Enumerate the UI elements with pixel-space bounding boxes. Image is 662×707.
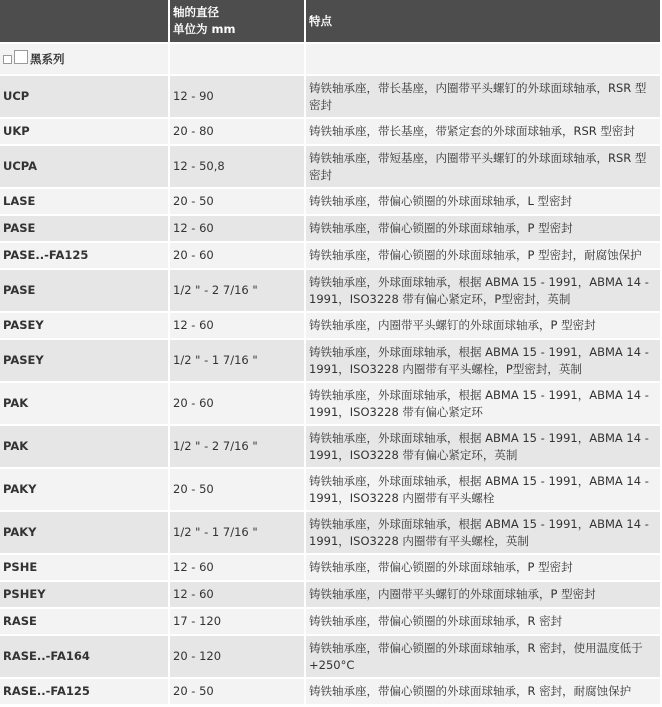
table-row	[0, 636, 662, 679]
type-cell: PSHEY	[0, 582, 170, 609]
feature-cell: 铸铁轴承座，外球面球轴承，根据 ABMA 15 - 1991，ABMA 14 - 1991，ISO3228 内圈带有平头螺栓，P型密封，英制	[306, 340, 662, 383]
type-cell: PAKY	[0, 469, 170, 512]
shaft-diameter-cell: 20 - 50	[170, 469, 306, 512]
group-label: 黑系列	[30, 51, 65, 66]
type-cell: UKP	[0, 119, 170, 146]
shaft-diameter-cell: 1/2 " - 1 7/16 "	[170, 340, 306, 383]
type-cell: UCP	[0, 76, 170, 119]
feature-cell: 铸铁轴承座，带长基座，内圈带平头螺钉的外球面球轴承，RSR 型密封	[306, 76, 662, 119]
type-cell: RASE	[0, 609, 170, 636]
shaft-diameter-cell: 20 - 50	[170, 189, 306, 216]
group-empty-cell	[170, 44, 306, 76]
feature-cell: 铸铁轴承座，内圈带平头螺钉的外球面球轴承，P 型密封	[306, 582, 662, 609]
type-cell: PASE	[0, 216, 170, 243]
table-row	[0, 609, 662, 636]
feature-cell: 铸铁轴承座，外球面球轴承，根据 ABMA 15 - 1991，ABMA 14 - 1991，ISO3228 带有偏心紧定环	[306, 383, 662, 426]
type-cell: PSHE	[0, 555, 170, 582]
group-empty-cell	[306, 44, 662, 76]
shaft-diameter-cell: 20 - 60	[170, 243, 306, 270]
type-cell: PASE	[0, 270, 170, 313]
type-cell: PAK	[0, 383, 170, 426]
collapse-toggle-icon[interactable]	[3, 55, 12, 64]
shaft-diameter-cell: 1/2 " - 1 7/16 "	[170, 512, 306, 555]
table-body	[0, 44, 662, 706]
feature-cell: 铸铁轴承座，外球面球轴承，根据 ABMA 15 - 1991，ABMA 14 - 1991，ISO3228 带有偏心紧定环，P型密封，英制	[306, 270, 662, 313]
table-row	[0, 243, 662, 270]
shaft-diameter-cell: 12 - 90	[170, 76, 306, 119]
feature-cell: 铸铁轴承座，带偏心锁圈的外球面球轴承，R 密封	[306, 609, 662, 636]
table-row	[0, 383, 662, 426]
table-row	[0, 216, 662, 243]
table-row	[0, 119, 662, 146]
table-row	[0, 313, 662, 340]
type-cell: PASE..-FA125	[0, 243, 170, 270]
table-row	[0, 76, 662, 119]
header-shaft-diameter	[170, 0, 306, 44]
type-cell: UCPA	[0, 146, 170, 189]
shaft-diameter-cell: 12 - 60	[170, 216, 306, 243]
header-shaft-line2: 单位为 mm	[173, 22, 236, 36]
table-row	[0, 679, 662, 706]
image-placeholder-icon	[14, 50, 28, 64]
header-shaft-line1: 轴的直径	[173, 5, 219, 19]
table-row	[0, 555, 662, 582]
type-cell: PASEY	[0, 313, 170, 340]
shaft-diameter-cell: 20 - 80	[170, 119, 306, 146]
feature-cell: 铸铁轴承座，带偏心锁圈的外球面球轴承，L 型密封	[306, 189, 662, 216]
shaft-diameter-cell: 17 - 120	[170, 609, 306, 636]
type-cell: LASE	[0, 189, 170, 216]
shaft-diameter-cell: 20 - 60	[170, 383, 306, 426]
table-row	[0, 146, 662, 189]
type-cell: PASEY	[0, 340, 170, 383]
type-cell: PAKY	[0, 512, 170, 555]
feature-cell: 铸铁轴承座，带偏心锁圈的外球面球轴承，P 型密封，耐腐蚀保护	[306, 243, 662, 270]
feature-cell: 铸铁轴承座，带偏心锁圈的外球面球轴承，P 型密封	[306, 555, 662, 582]
shaft-diameter-cell: 12 - 60	[170, 313, 306, 340]
type-cell: PAK	[0, 426, 170, 469]
feature-cell: 铸铁轴承座，带偏心锁圈的外球面球轴承，P 型密封	[306, 216, 662, 243]
shaft-diameter-cell: 12 - 60	[170, 555, 306, 582]
table-row	[0, 469, 662, 512]
feature-cell: 铸铁轴承座，外球面球轴承，根据 ABMA 15 - 1991，ABMA 14 - 1991，ISO3228 内圈带有平头螺栓，英制	[306, 512, 662, 555]
shaft-diameter-cell: 20 - 120	[170, 636, 306, 679]
group-cell[interactable]	[0, 44, 170, 76]
shaft-diameter-cell: 20 - 50	[170, 679, 306, 706]
shaft-diameter-cell: 1/2 " - 2 7/16 "	[170, 426, 306, 469]
feature-cell: 铸铁轴承座，带短基座，内圈带平头螺钉的外球面球轴承，RSR 型密封	[306, 146, 662, 189]
feature-cell: 铸铁轴承座，内圈带平头螺钉的外球面球轴承，P 型密封	[306, 313, 662, 340]
table-row	[0, 270, 662, 313]
table-row	[0, 340, 662, 383]
feature-cell: 铸铁轴承座，带偏心锁圈的外球面球轴承，R 密封，耐腐蚀保护	[306, 679, 662, 706]
table-row	[0, 189, 662, 216]
type-cell: RASE..-FA164	[0, 636, 170, 679]
table-row	[0, 582, 662, 609]
table-row	[0, 512, 662, 555]
header-type	[0, 0, 170, 44]
feature-cell: 铸铁轴承座，外球面球轴承，根据 ABMA 15 - 1991，ABMA 14 - 1991，ISO3228 内圈带有平头螺栓	[306, 469, 662, 512]
feature-cell: 铸铁轴承座，带长基座，带紧定套的外球面球轴承，RSR 型密封	[306, 119, 662, 146]
feature-cell: 铸铁轴承座，外球面球轴承，根据 ABMA 15 - 1991，ABMA 14 - 1991，ISO3228 带有偏心紧定环，英制	[306, 426, 662, 469]
group-row[interactable]	[0, 44, 662, 76]
type-cell: RASE..-FA125	[0, 679, 170, 706]
table-row	[0, 426, 662, 469]
feature-cell: 铸铁轴承座，带偏心锁圈的外球面球轴承，R 密封，使用温度低于 +250°C	[306, 636, 662, 679]
shaft-diameter-cell: 12 - 60	[170, 582, 306, 609]
shaft-diameter-cell: 1/2 " - 2 7/16 "	[170, 270, 306, 313]
shaft-diameter-cell: 12 - 50,8	[170, 146, 306, 189]
table-header	[0, 0, 662, 44]
header-features: 特点	[306, 0, 662, 44]
